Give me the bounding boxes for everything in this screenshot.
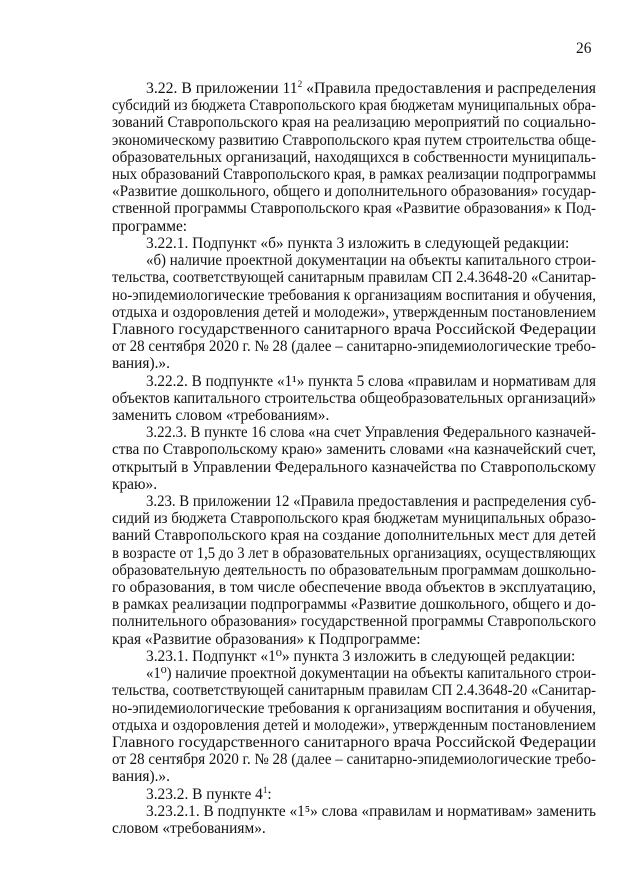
text-line xyxy=(146,665,596,683)
text-line xyxy=(112,287,596,305)
text-run: Главного государственного санитарного врача Российской Федерации xyxy=(112,321,597,338)
text-run: в рамках реализации подпрограммы «Развитие дошкольного, общего и до- xyxy=(112,596,596,613)
text-line xyxy=(112,441,596,459)
text-line xyxy=(112,596,596,614)
text-line xyxy=(146,373,596,391)
text-run: заменить словом «требованиям». xyxy=(112,407,330,424)
superscript-marker: 2 xyxy=(297,79,303,89)
text-run: Главного государственного санитарного врача Российской Федерации xyxy=(112,734,597,751)
text-run: но-эпидемиологические требования к организациям воспитания и обучения, xyxy=(112,287,597,304)
text-run: но-эпидемиологические требования к организациям воспитания и обучения, xyxy=(112,700,597,717)
text-line xyxy=(112,734,596,752)
text-line xyxy=(112,149,596,167)
text-line xyxy=(146,252,596,270)
text-run: «Развитие дошкольного, общего и дополнительного образования» государ- xyxy=(112,183,597,200)
text-line xyxy=(112,751,596,769)
text-line xyxy=(112,768,170,786)
text-run: программе: xyxy=(112,218,188,235)
text-line xyxy=(112,545,596,563)
text-run: тельства, соответствующей санитарным правилам СП 2.4.3648-20 «Санитар- xyxy=(112,682,597,699)
text-run: открытый в Управлении Федерального казначейства по Ставропольскому xyxy=(112,459,596,476)
text-line xyxy=(112,114,596,132)
text-run: 3.22.3. В пункте 16 слова «на счет Управления Федерального казначей- xyxy=(146,424,596,441)
text-line xyxy=(112,269,596,287)
text-line xyxy=(146,493,596,511)
text-run: образовательную деятельность по образовательным программам дошкольно- xyxy=(112,562,596,579)
text-line xyxy=(112,527,596,545)
text-run: края «Развитие образования» к Подпрограмме: xyxy=(112,631,421,648)
text-run: от 28 сентября 2020 г. № 28 (далее – санитарно-эпидемиологические требо- xyxy=(112,751,596,768)
text-line xyxy=(112,218,187,236)
text-run: объектов капитального строительства общеобразовательных организаций» xyxy=(112,390,597,407)
text-line xyxy=(146,80,596,98)
text-line xyxy=(146,786,272,804)
text-run: 3.22. В приложении 11 xyxy=(146,80,298,97)
text-line xyxy=(112,390,596,408)
text-run: сидий из бюджета Ставропольского края бюджетам муниципальных образо- xyxy=(112,510,596,527)
text-run: : xyxy=(267,786,272,803)
text-run: зований Ставропольского края на реализацию мероприятий по социально- xyxy=(112,114,596,131)
text-line xyxy=(112,562,596,580)
page-number: 26 xyxy=(576,40,592,57)
text-line xyxy=(146,648,575,666)
text-run: субсидий из бюджета Ставропольского края бюджетам муниципальных обра- xyxy=(112,97,597,114)
superscript-marker: 1 xyxy=(262,785,268,795)
text-run: в возрасте от 1,5 до 3 лет в образовательных организациях, осуществляющих xyxy=(112,545,596,562)
text-run: 3.22.2. В подпункте «1¹» пункта 5 слова «правилам и нормативам для xyxy=(146,373,596,390)
text-line xyxy=(112,476,157,494)
text-line xyxy=(112,97,596,115)
text-line xyxy=(112,200,596,218)
text-run: отдыха и оздоровления детей и молодежи», утвержденным постановлением xyxy=(112,304,597,321)
text-run: от 28 сентября 2020 г. № 28 (далее – санитарно-эпидемиологические требо- xyxy=(112,338,596,355)
text-run: ственной программы Ставропольского края «Развитие образования» к Под- xyxy=(112,200,597,217)
text-line xyxy=(112,717,596,735)
text-line xyxy=(112,579,596,597)
text-run: экономическому развитию Ставропольского края путем строительства обще- xyxy=(112,132,596,149)
text-line xyxy=(112,132,596,150)
text-line xyxy=(146,424,596,442)
text-line xyxy=(112,355,170,373)
text-run: 3.22.1. Подпункт «б» пункта 3 изложить в следующей редакции: xyxy=(146,235,570,252)
text-line xyxy=(146,235,569,253)
text-line xyxy=(112,613,596,631)
text-line xyxy=(112,321,596,339)
text-run: «Правила предоставления и распределения xyxy=(302,80,597,97)
text-line xyxy=(112,166,596,184)
text-run: образовательных организаций, находящихся в собственности муниципаль- xyxy=(112,149,596,166)
text-line xyxy=(112,682,596,700)
text-run: вания).». xyxy=(112,768,170,785)
text-line xyxy=(112,631,421,649)
text-line xyxy=(112,407,329,425)
text-run: тельства, соответствующей санитарным правилам СП 2.4.3648-20 «Санитар- xyxy=(112,269,597,286)
text-line xyxy=(112,700,596,718)
text-run: 3.23.1. Подпункт «1⁰» пункта 3 изложить в следующей редакции: xyxy=(146,648,576,665)
text-run: 3.23.2. В пункте 4 xyxy=(146,786,263,803)
text-line xyxy=(146,803,596,821)
text-line xyxy=(112,459,596,477)
text-run: 3.23.2.1. В подпункте «1⁵» слова «правилам и нормативам» заменить xyxy=(146,803,597,820)
text-run: ства по Ставропольскому краю» заменить словами «на казначейский счет, xyxy=(112,441,596,458)
text-line xyxy=(112,183,596,201)
text-run: полнительного образования» государственной программы Ставропольского xyxy=(112,613,597,630)
text-line xyxy=(112,820,266,838)
text-run: ных образований Ставропольского края, в рамках реализации подпрограммы xyxy=(112,166,597,183)
text-run: словом «требованиям». xyxy=(112,820,266,837)
text-run: 3.23. В приложении 12 «Правила предоставления и распределения суб- xyxy=(146,493,597,510)
text-run: отдыха и оздоровления детей и молодежи», утвержденным постановлением xyxy=(112,717,597,734)
text-run: «1⁰) наличие проектной документации на объекты капитального строи- xyxy=(146,665,596,682)
text-line xyxy=(112,338,596,356)
text-run: «б) наличие проектной документации на объекты капитального строи- xyxy=(146,252,596,269)
text-run: го образования, в том числе обеспечение ввода объектов в эксплуатацию, xyxy=(112,579,597,596)
text-run: вания).». xyxy=(112,355,170,372)
text-run: ваний Ставропольского края на создание дополнительных мест для детей xyxy=(112,527,596,544)
text-line xyxy=(112,510,596,528)
text-run: краю». xyxy=(112,476,158,493)
text-line xyxy=(112,304,596,322)
